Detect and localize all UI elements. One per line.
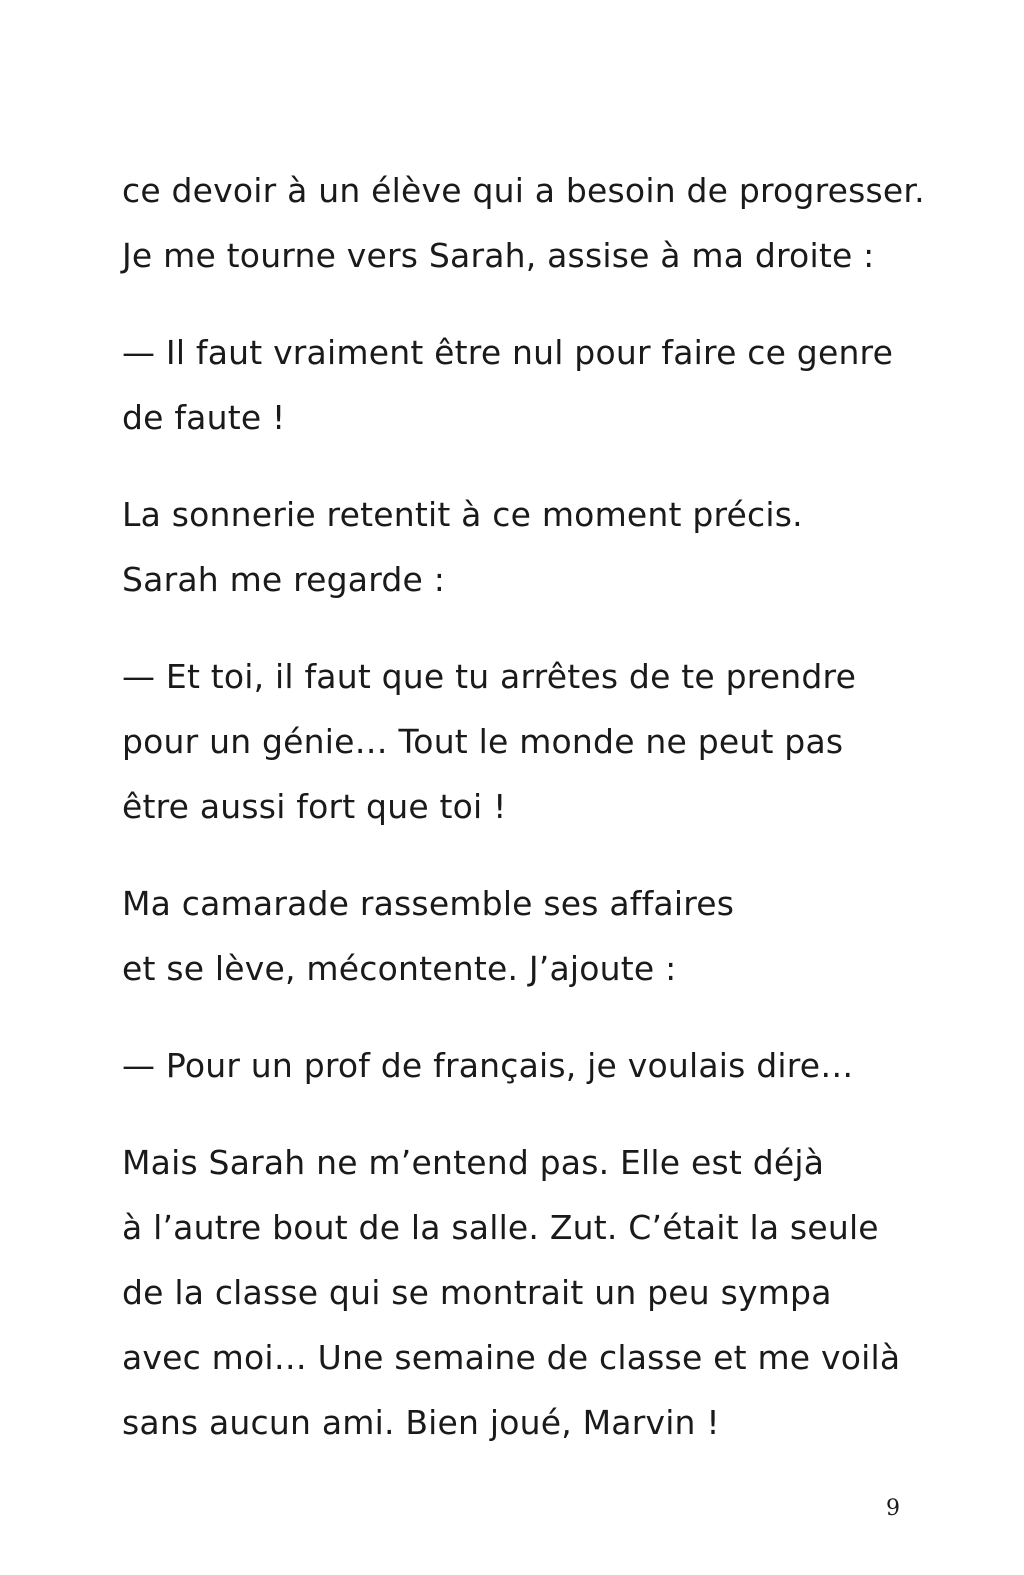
dialogue-paragraph [122,1033,922,1098]
text-line: — Pour un prof de français, je voulais dire… [122,1046,854,1085]
text-line: Ma camarade rassemble ses affaires [122,884,735,923]
dialogue-paragraph [122,644,922,839]
text-line: — Il faut vraiment être nul pour faire ce genre [122,333,894,372]
text-line: La sonnerie retentit à ce moment précis. [122,495,803,534]
text-line: pour un génie… Tout le monde ne peut pas [122,722,844,761]
text-line: de la classe qui se montrait un peu sympa [122,1273,832,1312]
text-line: et se lève, mécontente. J’ajoute : [122,949,677,988]
paragraph [122,482,922,612]
paragraph [122,158,925,288]
paragraph [122,1130,922,1455]
text-line: ce devoir à un élève qui a besoin de progresser. [122,171,925,210]
text-line: — Et toi, il faut que tu arrêtes de te prendre [122,657,857,696]
dialogue-paragraph [122,320,922,450]
text-line: Mais Sarah ne m’entend pas. Elle est déjà [122,1143,825,1182]
page-number: 9 [886,1496,900,1521]
text-line: Je me tourne vers Sarah, assise à ma droite : [122,236,875,275]
paragraph [122,871,922,1001]
text-line: de faute ! [122,398,286,437]
text-line: être aussi fort que toi ! [122,787,507,826]
text-line: avec moi… Une semaine de classe et me voilà [122,1338,901,1377]
body-text [122,158,925,1487]
text-line: Sarah me regarde : [122,560,446,599]
text-line: à l’autre bout de la salle. Zut. C’était la seule [122,1208,879,1247]
text-line: sans aucun ami. Bien joué, Marvin ! [122,1403,720,1442]
